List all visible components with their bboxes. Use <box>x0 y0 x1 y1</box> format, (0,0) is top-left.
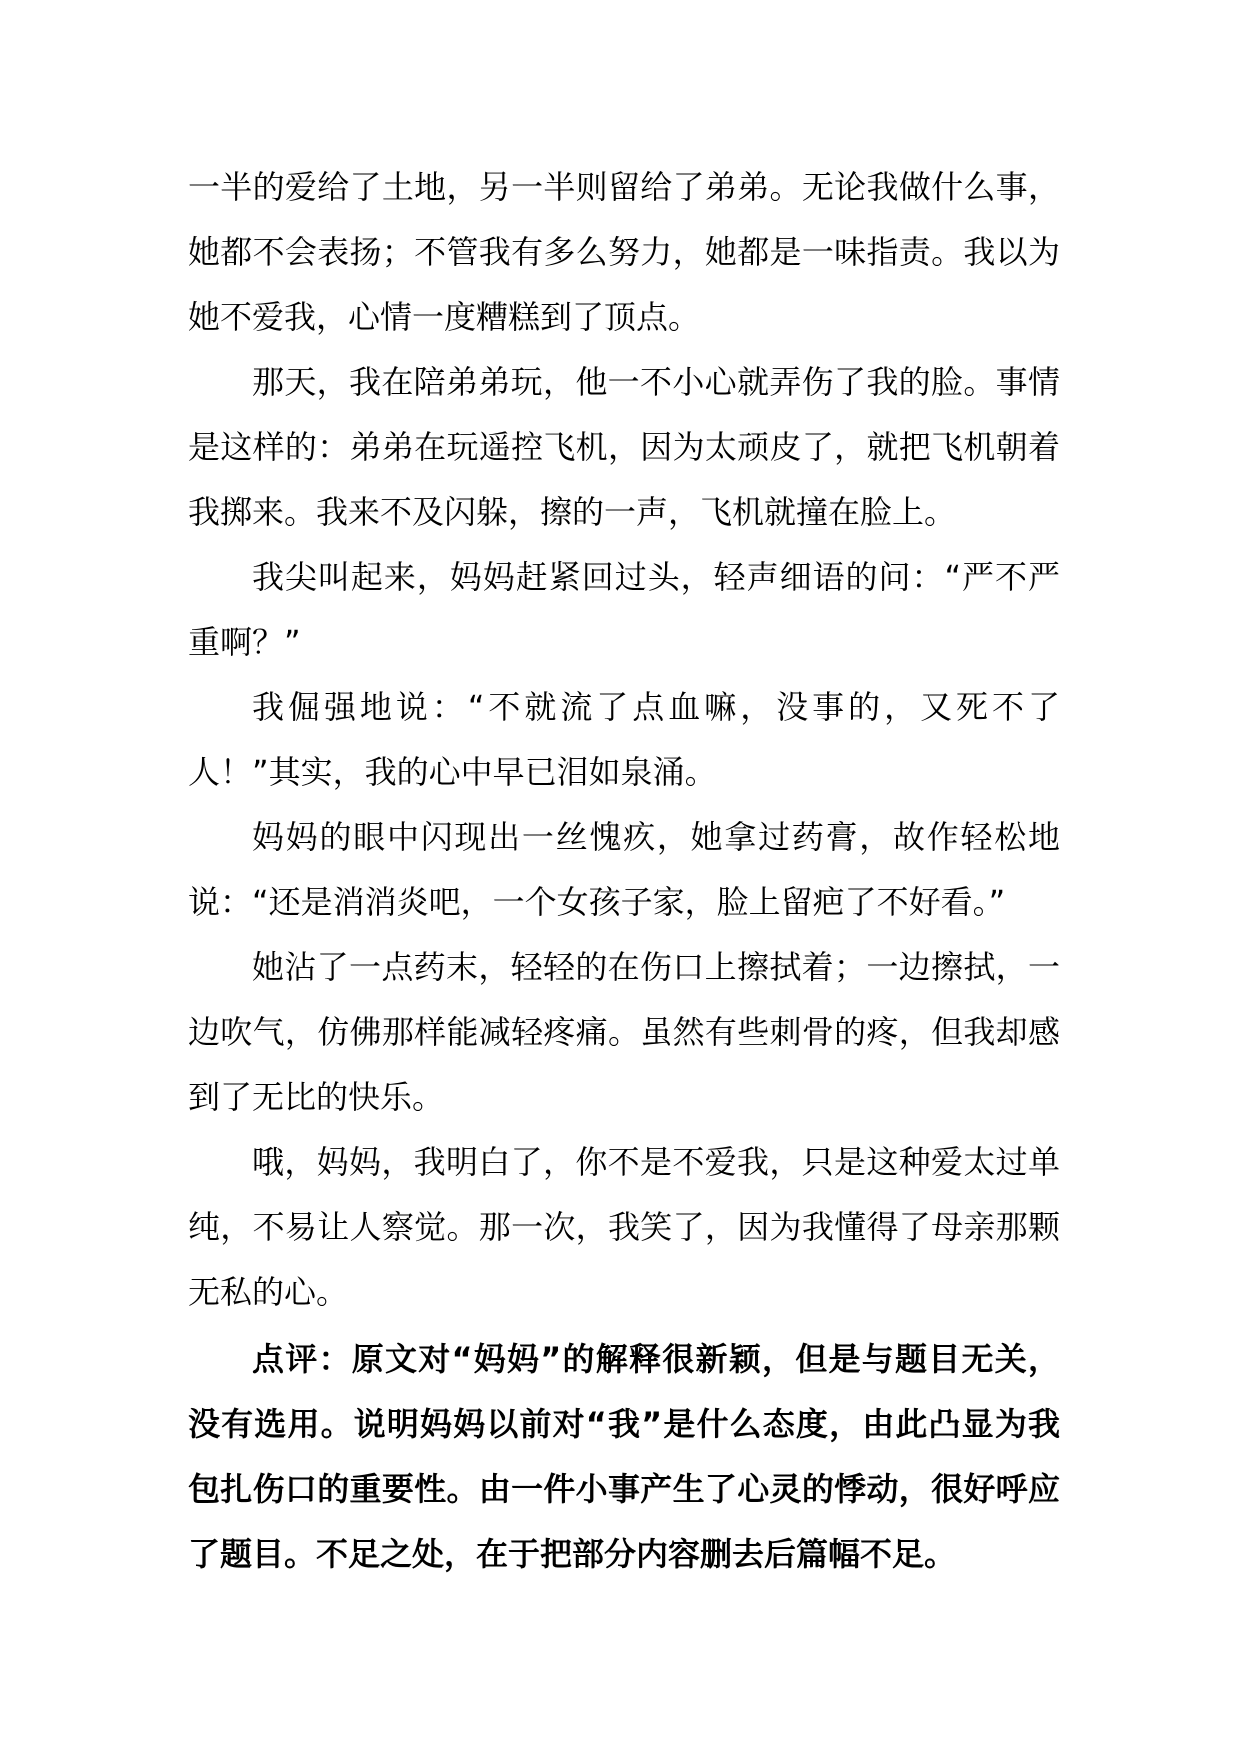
paragraph-3: 我尖叫起来，妈妈赶紧回过头，轻声细语的问：“严不严重啊？” <box>188 558 1060 661</box>
paragraph-2: 那天，我在陪弟弟玩，他一不小心就弄伤了我的脸。事情是这样的：弟弟在玩遥控飞机，因为太顽皮了，就把飞机朝着我掷来。我来不及闪躲，擦的一声，飞机就撞在脸上。 <box>188 363 1060 531</box>
paragraph-7: 哦，妈妈，我明白了，你不是不爱我，只是这种爱太过单纯，不易让人察觉。那一次，我笑了，因为我懂得了母亲那颗无私的心。 <box>188 1143 1060 1311</box>
paragraph-1: 一半的爱给了土地，另一半则留给了弟弟。无论我做什么事，她都不会表扬；不管我有多么努力，她都是一味指责。我以为她不爱我，心情一度糟糕到了顶点。 <box>188 168 1060 336</box>
comment-paragraph: 点评：原文对“妈妈”的解释很新颖，但是与题目无关，没有选用。说明妈妈以前对“我”是什么态度，由此凸显为我包扎伤口的重要性。由一件小事产生了心灵的悸动，很好呼应了题目。不足之处，在于把部分内容删去后篇幅不足。 <box>188 1340 1060 1573</box>
paragraph-6: 她沾了一点药末，轻轻的在伤口上擦拭着；一边擦拭，一边吹气，仿佛那样能减轻疼痛。虽然有些刺骨的疼，但我却感到了无比的快乐。 <box>188 948 1060 1116</box>
document-page <box>188 155 1060 1587</box>
paragraph-4: 我倔强地说：“不就流了点血嘛，没事的，又死不了人！”其实，我的心中早已泪如泉涌。 <box>188 688 1060 791</box>
paragraph-5: 妈妈的眼中闪现出一丝愧疚，她拿过药膏，故作轻松地说：“还是消消炎吧，一个女孩子家，脸上留疤了不好看。” <box>188 818 1060 921</box>
